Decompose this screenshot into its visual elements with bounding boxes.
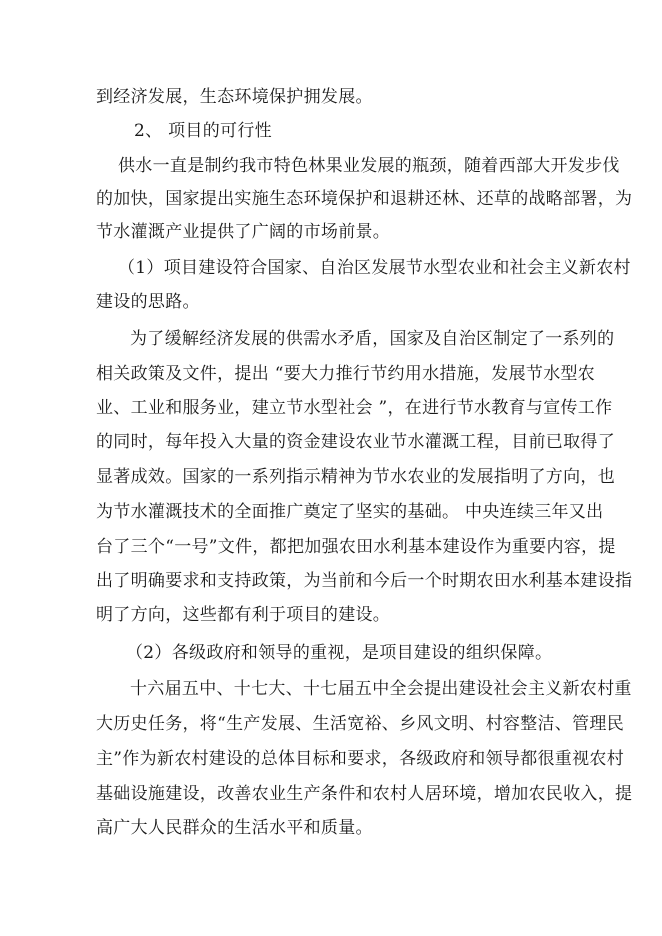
paragraph-line: 到经济发展，生态环境保护拥发展。 [96,87,373,107]
paragraph-line: 主”作为新农村建设的总体目标和要求，各级政府和领导都很重视农村 [96,749,624,769]
paragraph-line: 业、工业和服务业，建立节水型社会 ”，在进行节水教育与宣传工作 [96,398,613,418]
section-heading: 2、 项目的可行性 [134,121,272,141]
paragraph-line: 基础设施建设，改善农业生产条件和农村人居环境，增加农民收入，提 [96,784,633,804]
paragraph-line: 供水一直是制约我市特色林果业发展的瓶颈，随着西部大开发步伐 [118,156,620,176]
paragraph-line: 明了方向，这些都有利于项目的建设。 [96,605,391,625]
paragraph-line: 十六届五中、十七大、十七届五中全会提出建设社会主义新农村重 [130,679,632,699]
paragraph-line: （1）项目建设符合国家、自治区发展节水型农业和社会主义新农村 [118,258,631,278]
paragraph-line: 的加快，国家提出实施生态环境保护和退耕还林、还草的战略部署，为 [96,189,633,209]
paragraph-line: 台了三个“一号”文件，都把加强农田水利基本建设作为重要内容，提 [96,537,616,557]
paragraph-line: 的同时，每年投入大量的资金建设农业节水灌溉工程，目前已取得了 [96,432,615,452]
paragraph-line: 出了明确要求和支持政策，为当前和今后一个时期农田水利基本建设指 [96,571,633,591]
paragraph-line: （2）各级政府和领导的重视，是项目建设的组织保障。 [126,643,553,663]
paragraph-line: 为节水灌溉技术的全面推广奠定了坚实的基础。 中央连续三年又出 [96,502,604,522]
paragraph-line: 相关政策及文件，提出 “要大力推行节约用水措施，发展节水型农 [96,364,596,384]
paragraph-line: 节水灌溉产业提供了广阔的市场前景。 [96,222,391,242]
paragraph-line: 大历史任务，将“生产发展、生活宽裕、乡风文明、村容整洁、管理民 [96,714,624,734]
paragraph-line: 显著成效。国家的一系列指示精神为节水农业的发展指明了方向，也 [96,467,615,487]
paragraph-line: 为了缓解经济发展的供需水矛盾，国家及自治区制定了一系列的 [130,329,615,349]
paragraph-line: 建设的思路。 [96,292,200,312]
paragraph-line: 高广大人民群众的生活水平和质量。 [96,818,373,838]
